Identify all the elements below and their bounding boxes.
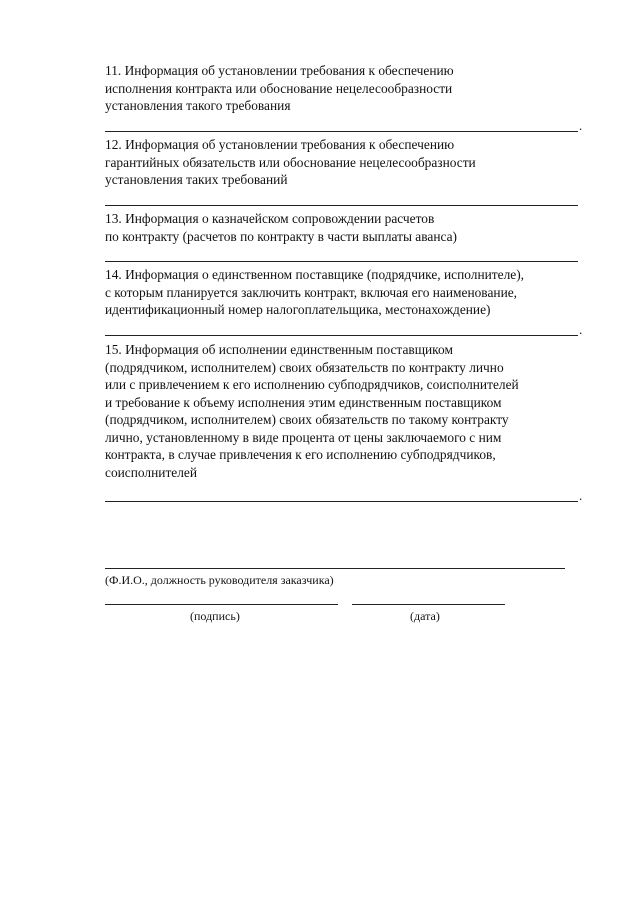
section-14-line-2: с которым планируется заключить контракт, включая его наименование, bbox=[105, 284, 518, 300]
section-11 bbox=[105, 62, 585, 115]
signature-line[interactable] bbox=[105, 604, 338, 605]
section-12-line-2: гарантийных обязательств или обоснование нецелесообразности bbox=[105, 154, 476, 170]
section-15-line-3: или с привлечением к его исполнению субподрядчиков, соисполнителей bbox=[105, 377, 519, 392]
section-13 bbox=[105, 210, 585, 245]
section-12-line-3: установления таких требований bbox=[105, 172, 288, 187]
section-15-answer-line[interactable] bbox=[105, 501, 578, 502]
name-position-caption: (Ф.И.О., должность руководителя заказчика) bbox=[105, 573, 334, 587]
section-15-line-4: и требование к объему исполнения этим единственным поставщиком bbox=[105, 394, 502, 410]
section-14-line-1: 14. Информация о единственном поставщике (подрядчике, исполнителе), bbox=[105, 267, 525, 282]
section-11-line-2: исполнения контракта или обоснование нецелесообразности bbox=[105, 80, 453, 96]
section-15-line-5: (подрядчиком, исполнителем) своих обязательств по такому контракту bbox=[105, 412, 509, 427]
section-11-line-3: установления такого требования bbox=[105, 98, 291, 113]
section-14-answer-line[interactable] bbox=[105, 335, 578, 336]
section-12-answer-line[interactable] bbox=[105, 205, 578, 206]
section-14-end-mark: . bbox=[579, 322, 583, 337]
section-11-line-1: 11. Информация об установлении требования к обеспечению bbox=[105, 63, 454, 78]
section-14 bbox=[105, 266, 585, 319]
section-15-line-7: контракта, в случае привлечения к его исполнению субподрядчиков, bbox=[105, 447, 496, 462]
section-15-line-6: лично, установленному в виде процента от цены заключаемого с ним bbox=[105, 429, 502, 445]
section-12-line-1: 12. Информация об установлении требования к обеспечению bbox=[105, 137, 455, 152]
section-13-answer-line[interactable] bbox=[105, 261, 578, 262]
section-15-line-2: (подрядчиком, исполнителем) своих обязательств по контракту лично bbox=[105, 359, 504, 375]
section-13-line-2: по контракту (расчетов по контракту в части выплаты аванса) bbox=[105, 228, 458, 244]
section-14-line-3: идентификационный номер налогоплательщика, местонахождение) bbox=[105, 302, 491, 317]
section-13-line-1: 13. Информация о казначейском сопровождении расчетов bbox=[105, 211, 435, 226]
section-12 bbox=[105, 136, 585, 189]
signature-caption: (подпись) bbox=[190, 609, 240, 623]
section-11-end-mark: . bbox=[579, 118, 583, 133]
name-position-line[interactable] bbox=[105, 568, 565, 569]
date-line[interactable] bbox=[352, 604, 505, 605]
section-15-end-mark: . bbox=[579, 488, 583, 503]
section-15-line-8: соисполнителей bbox=[105, 464, 198, 480]
section-15-line-1: 15. Информация об исполнении единственным поставщиком bbox=[105, 342, 453, 357]
section-11-answer-line[interactable] bbox=[105, 131, 578, 132]
section-15 bbox=[105, 341, 585, 481]
date-caption: (дата) bbox=[410, 609, 440, 623]
